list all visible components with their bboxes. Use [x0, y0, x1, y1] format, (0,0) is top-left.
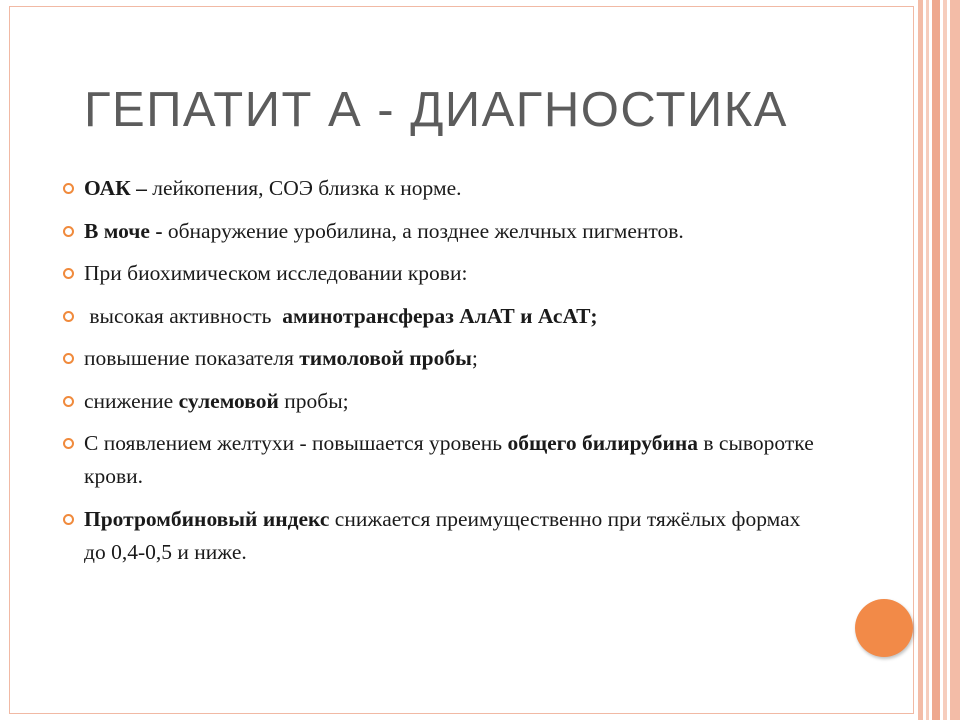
bullet-text: снижается преимущественно при тяжёлых формах до 0,4-0,5 и ниже. [84, 506, 801, 564]
bullet-item [63, 300, 823, 333]
bullet-icon [63, 514, 74, 525]
bullet-text: С появлением желтухи - повышается уровень [84, 431, 508, 455]
bullet-bold: сулемовой [178, 388, 279, 413]
bullet-item [63, 427, 823, 493]
bullet-item [63, 503, 823, 569]
bullet-text: снижение [84, 388, 179, 413]
bullet-text: При биохимическом исследовании крови: [84, 261, 468, 285]
bullet-icon [63, 311, 74, 322]
bullet-bold: В моче - [84, 218, 168, 243]
bullet-list [63, 172, 823, 578]
bullet-text: обнаружение уробилина, а позднее желчных пигментов. [167, 218, 684, 243]
bullet-icon [63, 226, 74, 237]
bullet-icon [63, 183, 74, 194]
decorative-circle-icon [855, 599, 913, 657]
bullet-bold: общего билирубина [507, 431, 699, 455]
decorative-stripes [918, 0, 960, 720]
bullet-text: пробы; [278, 388, 349, 413]
bullet-item [63, 215, 823, 248]
bullet-item [63, 385, 823, 418]
slide-title: ГЕПАТИТ А - ДИАГНОСТИКА [84, 83, 788, 137]
bullet-text: лейкопения, СОЭ близка к норме. [152, 176, 462, 200]
bullet-bold: аминотрансфераз АлАТ и АсАТ; [282, 303, 598, 328]
bullet-text: высокая активность [84, 303, 283, 328]
bullet-icon [63, 396, 74, 407]
bullet-bold: ОАК – [84, 176, 153, 200]
bullet-item [63, 172, 823, 205]
bullet-item [63, 257, 823, 290]
bullet-bold: тимоловой пробы [299, 346, 472, 370]
bullet-item [63, 342, 823, 375]
bullet-text: ; [471, 346, 478, 370]
bullet-text: повышение показателя [84, 346, 300, 370]
bullet-icon [63, 353, 74, 364]
bullet-text: в сыворотке крови. [84, 431, 814, 488]
bullet-bold: Протромбиновый индекс [84, 506, 330, 531]
bullet-icon [63, 438, 74, 449]
bullet-icon [63, 268, 74, 279]
